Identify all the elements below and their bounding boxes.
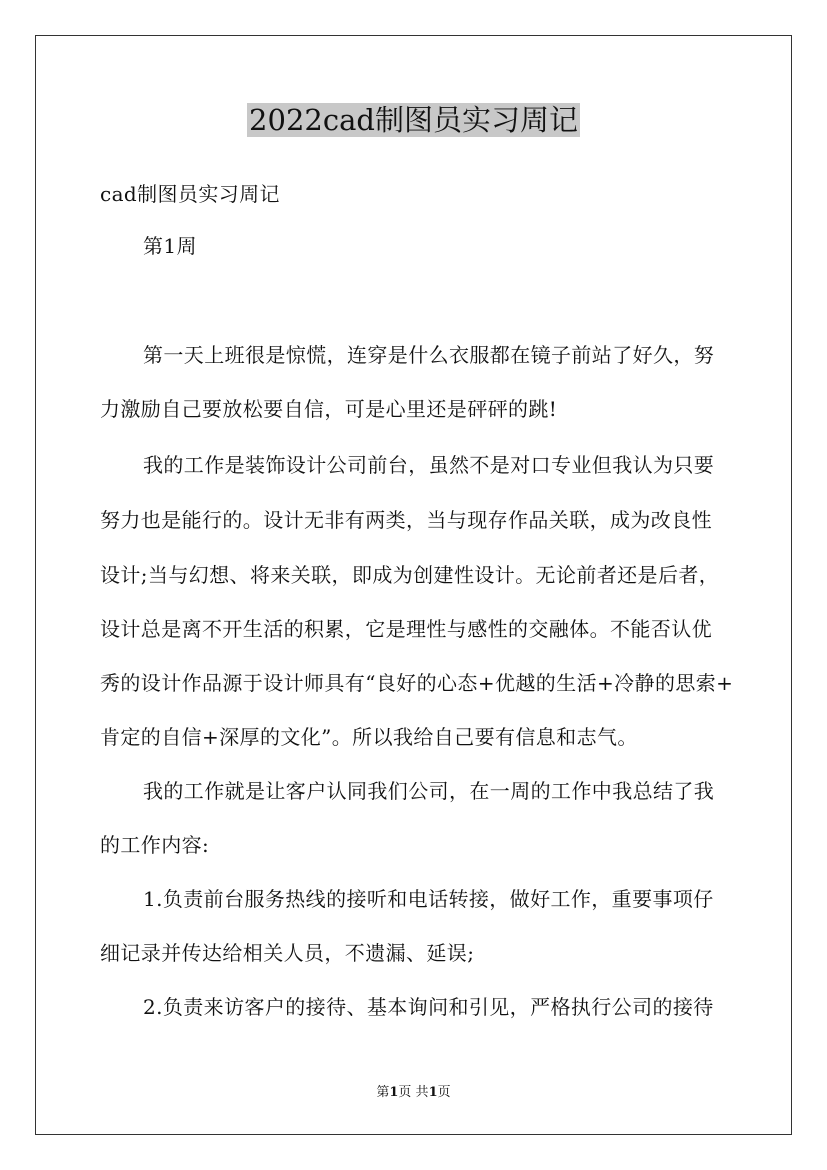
paragraph-line: 肯定的自信+深厚的文化”。所以我给自己要有信息和志气。 xyxy=(100,725,638,749)
paragraph-line: 我的工作就是让客户认同我们公司，在一周的工作中我总结了我 xyxy=(143,779,715,803)
paragraph-line: 1.负责前台服务热线的接听和电话转接，做好工作，重要事项仔 xyxy=(143,887,714,911)
footer-suffix: 页 xyxy=(437,1085,451,1100)
paragraph-line: 我的工作是装饰设计公司前台，虽然不是对口专业但我认为只要 xyxy=(143,453,715,477)
page-footer xyxy=(0,1084,827,1102)
paragraph-line: 2.负责来访客户的接待、基本询问和引见，严格执行公司的接待 xyxy=(143,995,714,1019)
document-title-text: 2022cad制图员实习周记 xyxy=(249,103,578,137)
footer-prefix: 第 xyxy=(376,1085,390,1100)
footer-page-total: 1 xyxy=(428,1085,438,1100)
document-title xyxy=(0,100,827,140)
paragraph-line: 的工作内容: xyxy=(100,833,210,857)
document-subtitle: cad制图员实习周记 xyxy=(100,182,280,206)
week-label: 第1周 xyxy=(143,234,197,258)
paragraph-line: 设计总是离不开生活的积累，它是理性与感性的交融体。不能否认优 xyxy=(100,617,712,641)
paragraph-line: 第一天上班很是惊慌，连穿是什么衣服都在镜子前站了好久，努 xyxy=(143,343,715,367)
footer-page-number: 1 xyxy=(389,1085,399,1100)
paragraph-line: 力激励自己要放松要自信，可是心里还是砰砰的跳! xyxy=(100,397,558,421)
paragraph-line: 秀的设计作品源于设计师具有“良好的心态+优越的生活+冷静的思索+ xyxy=(100,671,734,695)
paragraph-line: 努力也是能行的。设计无非有两类，当与现存作品关联，成为改良性 xyxy=(100,508,712,532)
paragraph-line: 设计;当与幻想、将来关联，即成为创建性设计。无论前者还是后者， xyxy=(100,563,720,587)
paragraph-line: 细记录并传达给相关人员，不遗漏、延误; xyxy=(100,941,475,965)
footer-mid: 页 共 xyxy=(398,1085,429,1100)
